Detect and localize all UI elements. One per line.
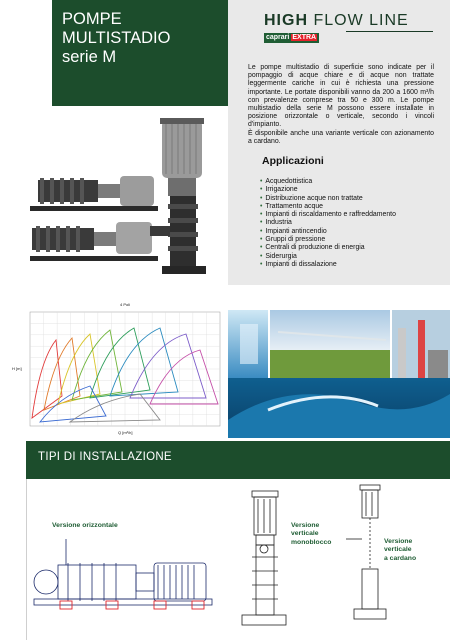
- intro-paragraph: Le pompe multistadio di superficie sono indicate per il pompaggio di acque chiare e di acque non trattate leggermente cariche in cui è richiesta una pressione importante. Le portate disponibili vanno da 200 a 1600 m³/h con prevalenze comprese tra 50 e 300 m. Le pompe multistadio della serie M possono essere installate in posizione orizzontale o verticale, secondo i vincoli d'impianto.: [248, 64, 434, 129]
- application-item: • Industria: [260, 219, 396, 227]
- caprari-tag: EXTRA: [292, 34, 317, 41]
- applications-heading: Applicazioni: [262, 155, 324, 167]
- application-item: • Acquedottistica: [260, 178, 396, 186]
- label-line: verticale: [384, 546, 412, 554]
- application-item: • Impianti antincendio: [260, 228, 396, 236]
- title-line-2: MULTISTADIO: [62, 29, 171, 47]
- title-block: [52, 0, 228, 106]
- photo-ocean-wave: [228, 378, 450, 438]
- vertical-monobloc-drawing: [242, 491, 286, 625]
- caprari-name: caprari: [266, 34, 290, 41]
- installation-heading: TIPI DI INSTALLAZIONE: [38, 451, 172, 463]
- title-line-3: serie M: [62, 48, 117, 66]
- chart-top-label: 4 Poli: [120, 302, 131, 307]
- brand-high: HIGH: [264, 12, 308, 29]
- intro-text: [248, 64, 434, 146]
- vertical-cardan-drawing: [346, 485, 386, 619]
- title-line-1: POMPE: [62, 10, 122, 28]
- label-line: verticale: [291, 530, 319, 538]
- application-item: • Trattamento acque: [260, 203, 396, 211]
- applications-list: [260, 178, 396, 269]
- technical-drawings: [26, 479, 450, 640]
- caprari-logo: [264, 33, 319, 43]
- label-line: a cardano: [384, 554, 417, 562]
- application-item: • Gruppi di pressione: [260, 236, 396, 244]
- photo-power-plant: [392, 310, 450, 378]
- page-title: [62, 10, 170, 67]
- chart-x-label: Q [m³/h]: [118, 430, 133, 435]
- application-item: • Centrali di produzione di energia: [260, 244, 396, 252]
- vertical-pump-illustration: [150, 118, 206, 274]
- label-line: monoblocco: [291, 538, 332, 546]
- pump-product-image: [30, 110, 224, 285]
- intro-paragraph-2: È disponibile anche una variante verticale con azionamento a cardano.: [248, 129, 434, 145]
- application-item: • Irrigazione: [260, 186, 396, 194]
- brand-underline: [346, 31, 433, 32]
- label-line: Versione: [291, 522, 320, 529]
- label-horizontal-version: Versione orizzontale: [52, 522, 118, 529]
- chart-y-label: H [m]: [12, 366, 22, 371]
- brand-flow-line: FLOW LINE: [313, 12, 409, 29]
- application-item: • Siderurgia: [260, 253, 396, 261]
- label-line: Versione: [384, 538, 413, 545]
- application-item: • Impianti di dissalazione: [260, 261, 396, 269]
- photo-irrigation: [270, 310, 390, 378]
- application-item: • Impianti di riscaldamento e raffreddamento: [260, 211, 396, 219]
- horizontal-pump-drawing: [34, 539, 212, 605]
- photo-water-glass: [228, 310, 268, 378]
- application-item: • Distribuzione acque non trattate: [260, 195, 396, 203]
- horizontal-pump-illustration: [30, 176, 158, 261]
- application-photos: [228, 310, 450, 438]
- brand-logo: [264, 12, 409, 30]
- performance-chart: [10, 300, 226, 438]
